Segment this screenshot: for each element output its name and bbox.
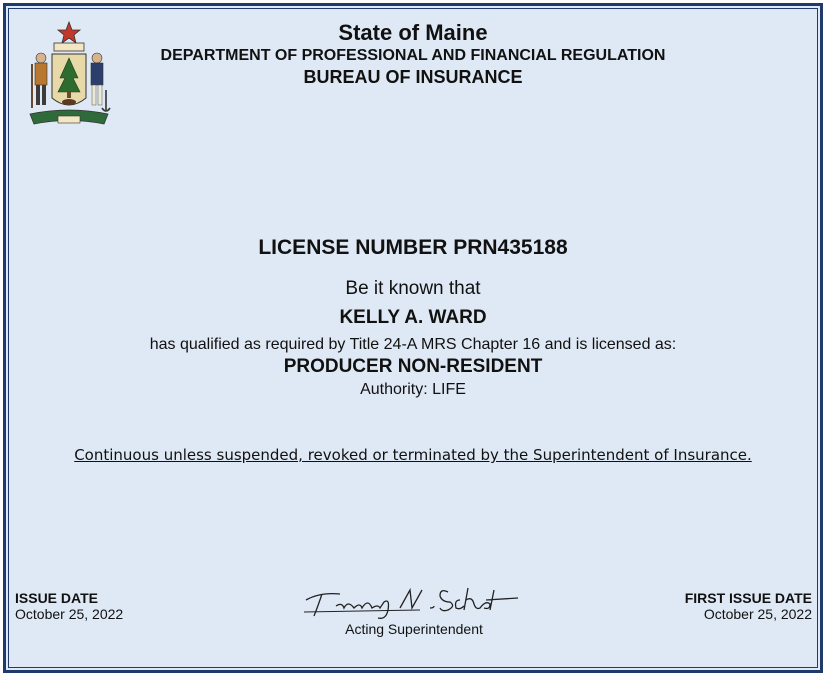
department-title: DEPARTMENT OF PROFESSIONAL AND FINANCIAL REGULATION (160, 47, 666, 64)
validity-statement (0, 446, 826, 464)
issue-date-label: ISSUE DATE (15, 590, 98, 606)
first-issue-date-value: October 25, 2022 (703, 606, 812, 622)
license-number: LICENSE NUMBER PRN435188 (258, 236, 568, 259)
first-issue-date-block (685, 590, 812, 622)
superintendent-signature (300, 578, 530, 622)
license-authority: Authority: LIFE (360, 381, 466, 398)
state-title: State of Maine (338, 20, 488, 45)
signer-title: Acting Superintendent (345, 621, 483, 637)
issue-date-value: October 25, 2022 (15, 606, 124, 622)
licensee-name: KELLY A. WARD (339, 307, 487, 328)
license-type: PRODUCER NON-RESIDENT (283, 356, 543, 377)
issue-date-block (15, 590, 123, 622)
validity-text: Continuous unless suspended, revoked or terminated by the Superintendent of Insurance. (74, 446, 752, 464)
intro-text: Be it known that (345, 278, 481, 299)
qualification-text: has qualified as required by Title 24-A MRS Chapter 16 and is licensed as: (149, 336, 677, 353)
first-issue-date-label: FIRST ISSUE DATE (684, 590, 812, 606)
bureau-title: BUREAU OF INSURANCE (303, 67, 523, 87)
